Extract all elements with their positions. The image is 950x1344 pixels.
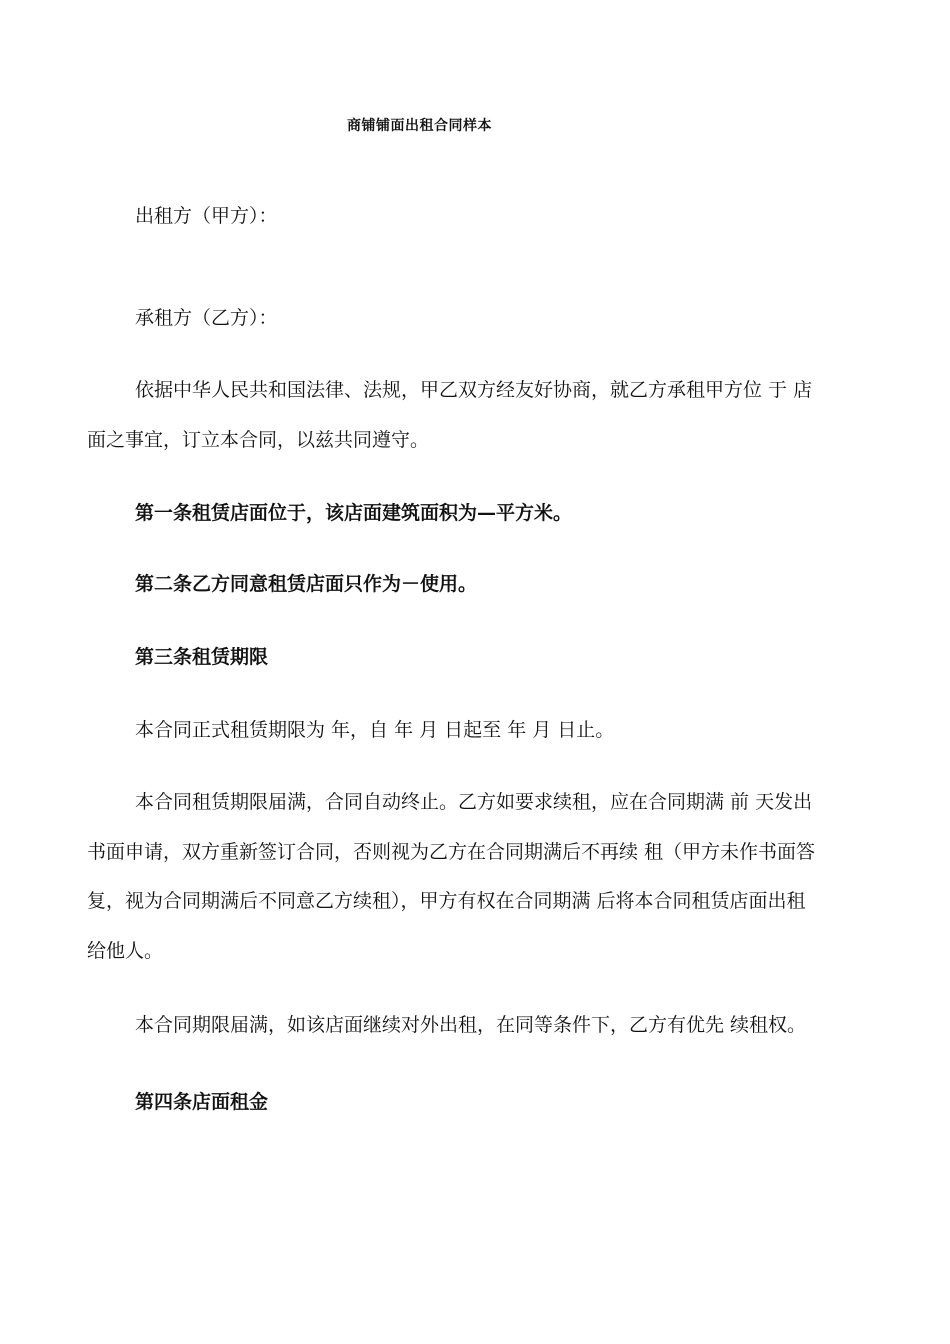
- document-title: 商铺铺面出租合同样本: [347, 118, 492, 134]
- preamble-line-1: 依据中华人民共和国法律、法规，甲乙双方经友好协商，就乙方承租甲方位 于 店: [135, 379, 813, 401]
- renewal-line-2: 书面申请，双方重新签订合同，否则视为乙方在合同期满后不再续 租（甲方未作书面答: [87, 841, 816, 863]
- renewal-line-1: 本合同租赁期限届满，合同自动终止。乙方如要求续租，应在合同期满 前 天发出: [135, 791, 813, 813]
- lessee-label: 承租方（乙方）：: [135, 307, 278, 329]
- renewal-line-3: 复，视为合同期满后不同意乙方续租），甲方有权在合同期满 后将本合同租赁店面出租: [87, 890, 806, 912]
- article-3-priority: 本合同期限届满，如该店面继续对外出租，在同等条件下，乙方有优先 续租权。: [135, 1014, 807, 1036]
- renewal-line-4: 给他人。: [87, 940, 164, 962]
- article-2: 第二条乙方同意租赁店面只作为－使用。: [135, 573, 478, 595]
- lessor-label: 出租方（甲方）：: [135, 205, 278, 227]
- article-1: 第一条租赁店面位于，该店面建筑面积为—平方米。: [135, 502, 573, 524]
- article-4-heading: 第四条店面租金: [135, 1091, 269, 1113]
- preamble-line-2: 面之事宜，订立本合同，以兹共同遵守。: [87, 429, 430, 451]
- article-3-heading: 第三条租赁期限: [135, 646, 269, 668]
- article-3-term: 本合同正式租赁期限为 年，自 年 月 日起至 年 月 日止。: [135, 719, 615, 741]
